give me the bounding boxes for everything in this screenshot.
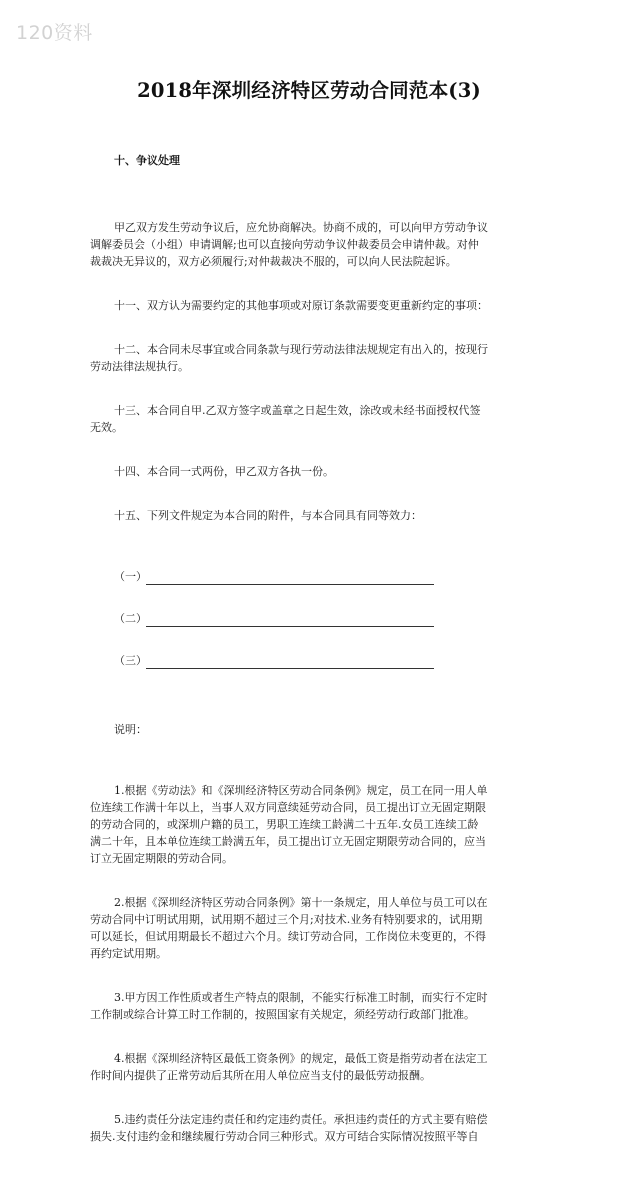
attachment-line-3 [114,652,536,669]
paragraph-clause-15: 十五、下列文件规定为本合同的附件，与本合同具有同等效力： [114,509,422,522]
attachment-label: （二） [114,612,147,625]
attachment-blank [146,656,434,669]
section-heading: 十、争议处理 [114,154,180,167]
notes-label: 说明： [114,723,147,736]
paragraph-dispute-resolution: 甲乙双方发生劳动争议后，应允协商解决。协商不成的，可以向甲方劳动争议 调解委员会（小组）申请调解;也可以直接向劳动争议仲裁委员会申请仲裁。对仲 裁裁决无异议的，双方必须履行;对仲裁裁决不服的，可以向人民法院起诉。 [90,221,488,268]
note-item-4: 4.根据《深圳经济特区最低工资条例》的规定，最低工资是指劳动者在法定工 作时间内提供了正常劳动后其所在用人单位应当支付的最低劳动报酬。 [90,1052,488,1082]
document-body [90,118,536,1189]
note-item-3: 3.甲方因工作性质或者生产特点的限制，不能实行标准工时制，而实行不定时 工作制或综合计算工时工作制的，按照国家有关规定，须经劳动行政部门批准。 [90,991,488,1021]
paragraph-clause-12: 十二、本合同未尽事宜或合同条款与现行劳动法律法规规定有出入的，按现行 劳动法律法规执行。 [90,343,488,373]
attachment-label: （一） [114,570,147,583]
attachment-line-2 [114,610,536,627]
watermark-logo: 120资料 [16,22,93,44]
note-item-5: 5.违约责任分法定违约责任和约定违约责任。承担违约责任的方式主要有赔偿 损失.支付违约金和继续履行劳动合同三种形式。双方可结合实际情况按照平等自 [90,1113,488,1143]
attachment-line-1 [114,568,536,585]
paragraph-clause-11: 十一、双方认为需要约定的其他事项或对原订条款需要变更重新约定的事项： [114,299,488,312]
paragraph-clause-13: 十三、本合同自甲.乙双方签字或盖章之日起生效，涂改或未经书面授权代签 无效。 [90,404,481,434]
attachment-label: （三） [114,654,147,667]
attachment-blank [146,614,434,627]
document-title: 2018年深圳经济特区劳动合同范本(3) [137,79,481,102]
attachment-blank [146,572,434,585]
note-item-1: 1.根据《劳动法》和《深圳经济特区劳动合同条例》规定，员工在同一用人单 位连续工作满十年以上，当事人双方同意续延劳动合同，员工提出订立无固定期限 的劳动合同的，或深圳户籍的员工，男职工连续工龄满二十五年.女员工连续工龄 满二十年，且本单位连续工龄满五年，员工提出订立无固定期限劳动合同的，应当 订立无固定期限的劳动合同。 [90,784,488,865]
paragraph-clause-14: 十四、本合同一式两份，甲乙双方各执一份。 [114,465,334,478]
note-item-2: 2.根据《深圳经济特区劳动合同条例》第十一条规定，用人单位与员工可以在 劳动合同中订明试用期，试用期不超过三个月;对技术.业务有特别要求的，试用期 可以延长，但试用期最长不超过六个月。续订劳动合同，工作岗位未变更的，不得 再约定试用期。 [90,896,488,960]
